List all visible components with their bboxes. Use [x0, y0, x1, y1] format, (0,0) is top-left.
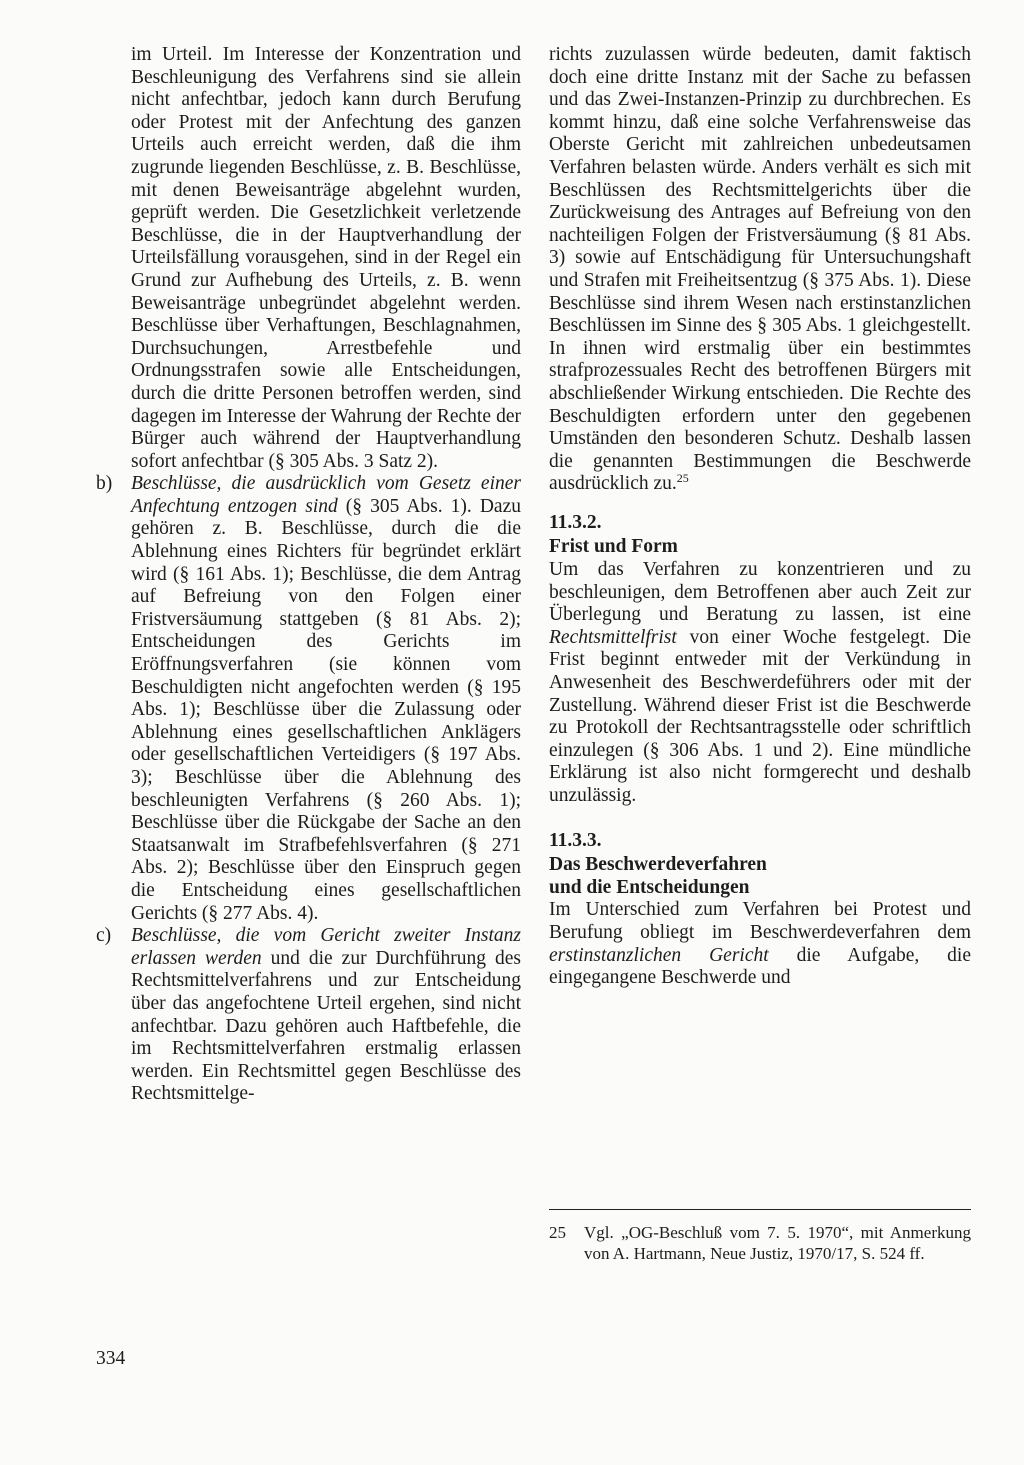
paragraph-text: von einer Woche festgelegt. Die Frist beginnt entweder mit der Verkündung in Anwesenheit des Beschwerdeführers oder mit der Zustellung. Während dieser Frist ist die Beschwerde zu Protokoll der Rechtsantragsstelle oder schriftlich einzulegen (§ 306 Abs. 1 und 2). Eine mündliche Erklärung ist also nicht formgerecht und deshalb unzulässig.: [549, 626, 971, 806]
paragraph: [549, 899, 971, 989]
list-marker: b): [96, 473, 113, 495]
section-title-line-1: Das Beschwerdeverfahren: [549, 854, 767, 876]
list-item-c: [96, 925, 521, 1106]
list-item-b: [96, 473, 521, 925]
italic-term: erstinstanzlichen Gericht: [549, 944, 769, 966]
paragraph-text: Im Unterschied zum Verfahren bei Protest und Berufung obliegt im Beschwerdeverfahren dem: [549, 899, 971, 943]
list-item-text: und die zur Durchführung des Rechtsmittelverfahrens und zur Entscheidung über das angefochtene Urteil ergehen, sind nicht anfechtbar. Dazu gehören auch Haftbefehle, die im Rechtsmittelverfahren erstmalig erlassen werden. Ein Rechtsmittel gegen Beschlüsse des Rechtsmittelge-: [131, 947, 521, 1105]
footnote-divider: [549, 1209, 971, 1210]
paragraph-text: richts zuzulassen würde bedeuten, damit faktisch doch eine dritte Instanz mit der Sache zu befassen und das Zwei-Instanzen-Prinzip zu durchbrechen. Es kommt hinzu, daß eine solche Verfahrensweise das Oberste Gericht mit zahlreichen unbedeutsamen Verfahren belasten würde. Anders verhält es sich mit Beschlüssen des Rechtsmittelgerichts über die Zurückweisung des Antrages auf Befreiung von den nachteiligen Folgen der Fristversäumung (§ 81 Abs. 3) sowie auf Entschädigung für Untersuchungshaft und Strafen mit Freiheitsentzug (§ 375 Abs. 1). Diese Beschlüsse sind ihrem Wesen nach erstinstanzlichen Beschlüssen im Sinne des § 305 Abs. 1 gleichgestellt. In ihnen wird erstmalig über ein bestimmtes strafprozessuales Recht des betroffenen Bürgers mit abschließender Wirkung entschieden. Die Rechte des Beschuldigten erfordern unter den gegebenen Umständen den besonderen Schutz. Deshalb lassen die genannten Bestimmungen die Beschwerde ausdrücklich zu.: [549, 44, 971, 495]
section-number: 11.3.3.: [549, 829, 602, 851]
footnote-number: 25: [549, 1223, 566, 1242]
section-title: Frist und Form: [549, 536, 678, 558]
paragraph-text: Um das Verfahren zu konzentrieren und zu beschleunigen, dem Betroffenen aber auch Zeit zur Überlegung und Beratung zu lassen, ist eine: [549, 559, 971, 626]
footnote-reference: 25: [676, 471, 689, 486]
left-column: [96, 44, 521, 1106]
italic-term: Rechtsmittelfrist: [549, 626, 677, 648]
footnote: [549, 1223, 971, 1264]
list-marker: c): [96, 925, 112, 947]
paragraph-continued: im Urteil. Im Interesse der Konzentration und Beschleunigung des Verfahrens sind sie allein nicht anfechtbar, jedoch kann durch Berufung oder Protest mit der Anfechtung des ganzen Urteils auch erreicht werden, daß die ihm zugrunde liegenden Beschlüsse, z. B. Beschlüsse, mit denen Beweisanträge abgelehnt wurden, geprüft werden. Die Gesetzlichkeit verletzende Beschlüsse, die in der Hauptverhandlung der Urteilsfällung vorausgehen, sind in der Regel ein Grund zur Aufhebung des Urteils, z. B. wenn Beweisanträge unbegründet abgelehnt werden. Beschlüsse über Verhaftungen, Beschlagnahmen, Durchsuchungen, Arrestbefehle und Ordnungsstrafen sowie alle Entscheidungen, durch die dritte Personen betroffen werden, sind dagegen im Interesse der Wahrung der Rechte der Bürger auch während der Hauptverhandlung sofort anfechtbar (§ 305 Abs. 3 Satz 2).: [131, 44, 521, 472]
paragraph: [549, 559, 971, 808]
paragraph-continued: [549, 44, 971, 496]
footnote-text: Vgl. „OG-Beschluß vom 7. 5. 1970“, mit Anmerkung von A. Hartmann, Neue Justiz, 1970/17, S. 524 ff.: [584, 1223, 971, 1263]
paragraph-text: die Aufgabe, die eingegangene Beschwerde und: [549, 944, 971, 989]
section-title-line-2: und die Entscheidungen: [549, 876, 750, 898]
italic-phrase: Beschlüsse, die vom Gericht zweiter Instanz erlassen werden: [131, 925, 521, 969]
page-number: 334: [96, 1348, 126, 1369]
list-item-text: (§ 305 Abs. 1). Dazu gehören z. B. Beschlüsse, durch die die Ablehnung eines Richters für begründet erklärt wird (§ 161 Abs. 1); Beschlüsse, die dem Antrag auf Befreiung von den Folgen einer Fristversäumung stattgeben (§ 81 Abs. 2); Entscheidungen des Gerichts im Eröffnungsverfahren (sie können vom Beschuldigten nicht angefochten werden (§ 195 Abs. 1); Beschlüsse über die Zulassung oder Ablehnung eines gesellschaftlichen Anklägers oder gesellschaftlichen Verteidigers (§ 197 Abs. 3); Beschlüsse über die Ablehnung des beschleunigten Verfahrens (§ 260 Abs. 1); Beschlüsse über die Rückgabe der Sache an den Staatsanwalt im Strafbefehlsverfahren (§ 271 Abs. 2); Beschlüsse über den Einspruch gegen die Entscheidung eines gesellschaftlichen Gerichts (§ 277 Abs. 4).: [131, 495, 521, 924]
right-column: [549, 44, 971, 990]
section-number: 11.3.2.: [549, 511, 602, 533]
italic-phrase: Beschlüsse, die ausdrücklich vom Gesetz einer Anfechtung entzogen sind: [131, 473, 521, 517]
